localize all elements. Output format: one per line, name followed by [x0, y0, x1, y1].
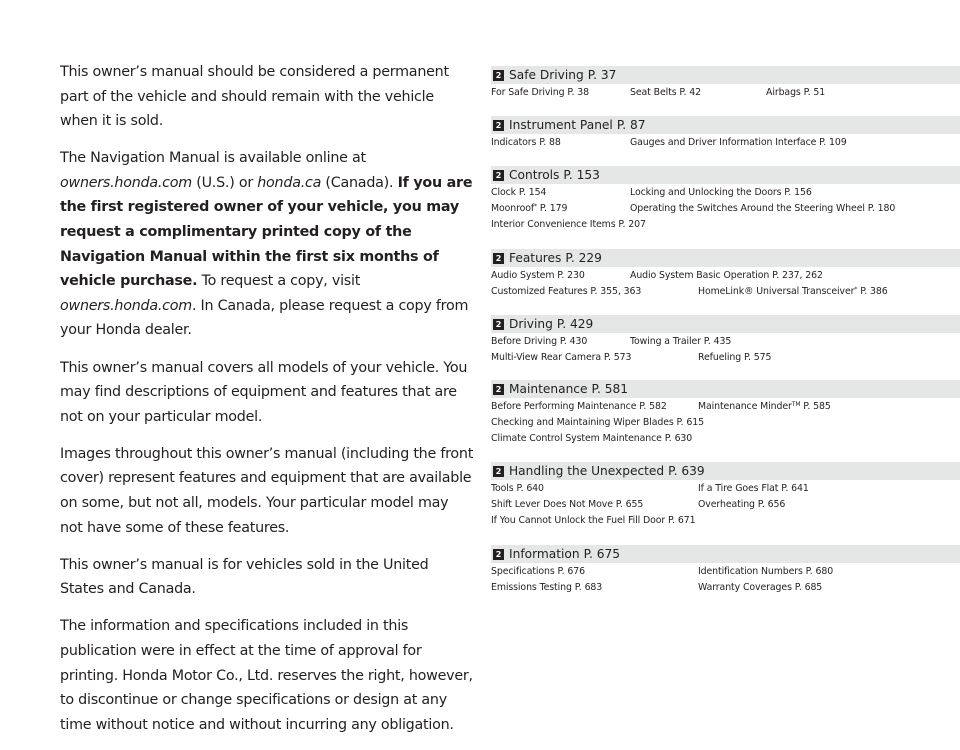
toc-link[interactable]: Airbags P. 51: [766, 86, 826, 98]
text: Moonroof: [491, 202, 535, 214]
arrow-icon: 2: [493, 466, 504, 477]
section-title: Handling the Unexpected: [509, 464, 665, 478]
text: . In Canada, please request a copy from your Honda dealer.: [60, 297, 469, 339]
toc-row: [491, 216, 960, 232]
toc-link[interactable]: Locking and Unlocking the Doors P. 156: [630, 186, 812, 198]
text: P. 386: [857, 285, 888, 297]
toc-link[interactable]: [698, 286, 888, 297]
toc-row: [491, 430, 960, 446]
toc-section-maintenance: [491, 380, 960, 446]
text: (Canada).: [321, 174, 398, 191]
toc-header-instrument-panel[interactable]: [491, 116, 960, 134]
section-page: P. 87: [616, 118, 646, 132]
text: (U.S.) or: [191, 174, 258, 191]
section-page: P. 429: [556, 317, 594, 331]
toc-section-controls: [491, 166, 960, 232]
toc-row: [491, 480, 960, 496]
toc-section-features: [491, 249, 960, 299]
toc-link[interactable]: Tools P. 640: [491, 482, 544, 494]
toc-link[interactable]: [491, 203, 630, 214]
toc-row: [491, 283, 960, 299]
section-title: Information: [509, 547, 580, 561]
toc-link[interactable]: If You Cannot Unlock the Fuel Fill Door P. 671: [491, 514, 696, 526]
toc-row: [491, 398, 960, 414]
toc-header-driving[interactable]: [491, 315, 960, 333]
toc-row: [491, 84, 960, 100]
toc-section-handling-the-unexpected: [491, 462, 960, 528]
text: To request a copy, visit: [197, 273, 361, 290]
toc-header-controls[interactable]: [491, 166, 960, 184]
toc-row: [491, 512, 960, 528]
section-title: Controls: [509, 168, 560, 182]
text: The Navigation Manual is available online at: [60, 150, 366, 167]
toc-link[interactable]: Shift Lever Does Not Move P. 655: [491, 498, 644, 510]
toc-link[interactable]: Refueling P. 575: [698, 351, 772, 363]
toc-link[interactable]: Gauges and Driver Information Interface P. 109: [630, 136, 847, 148]
intro-paragraph-6: The information and specifications included in this publication were in effect at the time of approval for printing. Honda Motor Co., Ltd. reserves the right, however, to discontinue or change specifications or design at any time without notice and without incurring any obligation.: [60, 618, 473, 733]
toc-row: [491, 333, 960, 349]
link-owners-honda-2[interactable]: owners.honda.com: [60, 297, 192, 314]
toc-section-driving: [491, 315, 960, 365]
toc-row: [491, 200, 960, 216]
toc-row: [491, 267, 960, 283]
toc-link[interactable]: Overheating P. 656: [698, 498, 786, 510]
toc-section-safe-driving: [491, 66, 960, 100]
toc-section-instrument-panel: [491, 116, 960, 150]
toc-header-safe-driving[interactable]: [491, 66, 960, 84]
intro-text: [60, 60, 474, 750]
toc-section-information: [491, 545, 960, 595]
toc-link[interactable]: [698, 401, 831, 412]
bold-text: If you are the first registered owner of your vehicle, you may request a complimentary printed copy of the Navigation Manual within the first six months of vehicle purchase.: [60, 174, 473, 290]
toc-link[interactable]: Checking and Maintaining Wiper Blades P. 615: [491, 416, 704, 428]
section-title: Maintenance: [509, 382, 588, 396]
toc-link[interactable]: Towing a Trailer P. 435: [630, 335, 732, 347]
footnote-mark: *: [534, 202, 538, 210]
intro-paragraph-5: This owner’s manual is for vehicles sold in the United States and Canada.: [60, 556, 429, 598]
toc-link[interactable]: For Safe Driving P. 38: [491, 86, 589, 98]
section-page: P. 229: [565, 251, 602, 265]
toc-link[interactable]: Audio System P. 230: [491, 269, 585, 281]
toc-header-maintenance[interactable]: [491, 380, 960, 398]
toc-row: [491, 496, 960, 512]
section-page: P. 37: [587, 68, 617, 82]
arrow-icon: 2: [493, 253, 504, 264]
section-title: Features: [509, 251, 562, 265]
toc-link[interactable]: Clock P. 154: [491, 186, 547, 198]
toc-row: [491, 134, 960, 150]
toc-link[interactable]: Climate Control System Maintenance P. 630: [491, 432, 693, 444]
toc-link[interactable]: Warranty Coverages P. 685: [698, 581, 823, 593]
toc-link[interactable]: Multi-View Rear Camera P. 573: [491, 351, 632, 363]
intro-paragraph-3: This owner’s manual covers all models of your vehicle. You may find descriptions of equipment and features that are not on your particular model.: [60, 359, 468, 425]
toc-link[interactable]: Audio System Basic Operation P. 237, 262: [630, 269, 823, 281]
link-owners-honda[interactable]: owners.honda.com: [60, 174, 192, 191]
arrow-icon: 2: [493, 384, 504, 395]
link-honda-ca[interactable]: honda.ca: [257, 174, 322, 191]
text: P. 585: [800, 400, 831, 412]
toc-link[interactable]: Before Performing Maintenance P. 582: [491, 400, 667, 412]
toc-header-information[interactable]: [491, 545, 960, 563]
toc-link[interactable]: Customized Features P. 355, 363: [491, 285, 642, 297]
toc-row: [491, 414, 960, 430]
toc-row: [491, 184, 960, 200]
toc-header-handling-the-unexpected[interactable]: [491, 462, 960, 480]
section-page: P. 639: [668, 464, 705, 478]
text: P. 179: [537, 202, 568, 214]
arrow-icon: 2: [493, 170, 504, 181]
section-title: Driving: [509, 317, 553, 331]
toc-link[interactable]: Before Driving P. 430: [491, 335, 588, 347]
arrow-icon: 2: [493, 120, 504, 131]
toc-link[interactable]: Interior Convenience Items P. 207: [491, 218, 646, 230]
text: HomeLink® Universal Transceiver: [698, 285, 855, 297]
toc-link[interactable]: Identification Numbers P. 680: [698, 565, 834, 577]
toc-link[interactable]: Emissions Testing P. 683: [491, 581, 603, 593]
section-title: Instrument Panel: [509, 118, 613, 132]
intro-paragraph-2: [60, 146, 474, 343]
section-page: P. 675: [583, 547, 621, 561]
toc-row: [491, 349, 960, 365]
toc-link[interactable]: Operating the Switches Around the Steering Wheel P. 180: [630, 202, 896, 214]
arrow-icon: 2: [493, 549, 504, 560]
section-page: P. 153: [563, 168, 600, 182]
trademark-mark: TM: [791, 400, 801, 408]
text: Maintenance Minder: [698, 400, 792, 412]
intro-paragraph-4: Images throughout this owner’s manual (including the front cover) represent features and equipment that are available on some, but not all, models. Your particular model may not have some of these features.: [60, 445, 474, 536]
toc-header-features[interactable]: [491, 249, 960, 267]
intro-paragraph-1: This owner’s manual should be considered a permanent part of the vehicle and should remain with the vehicle when it is sold.: [60, 64, 449, 130]
footnote-mark: *: [854, 285, 858, 293]
toc-link[interactable]: Seat Belts P. 42: [630, 86, 701, 98]
toc-link[interactable]: Indicators P. 88: [491, 136, 561, 148]
section-title: Safe Driving: [509, 68, 584, 82]
toc-row: [491, 563, 960, 579]
toc-link[interactable]: If a Tire Goes Flat P. 641: [698, 482, 809, 494]
arrow-icon: 2: [493, 319, 504, 330]
toc-row: [491, 579, 960, 595]
section-page: P. 581: [591, 382, 628, 396]
toc-link[interactable]: Specifications P. 676: [491, 565, 586, 577]
arrow-icon: 2: [493, 70, 504, 81]
